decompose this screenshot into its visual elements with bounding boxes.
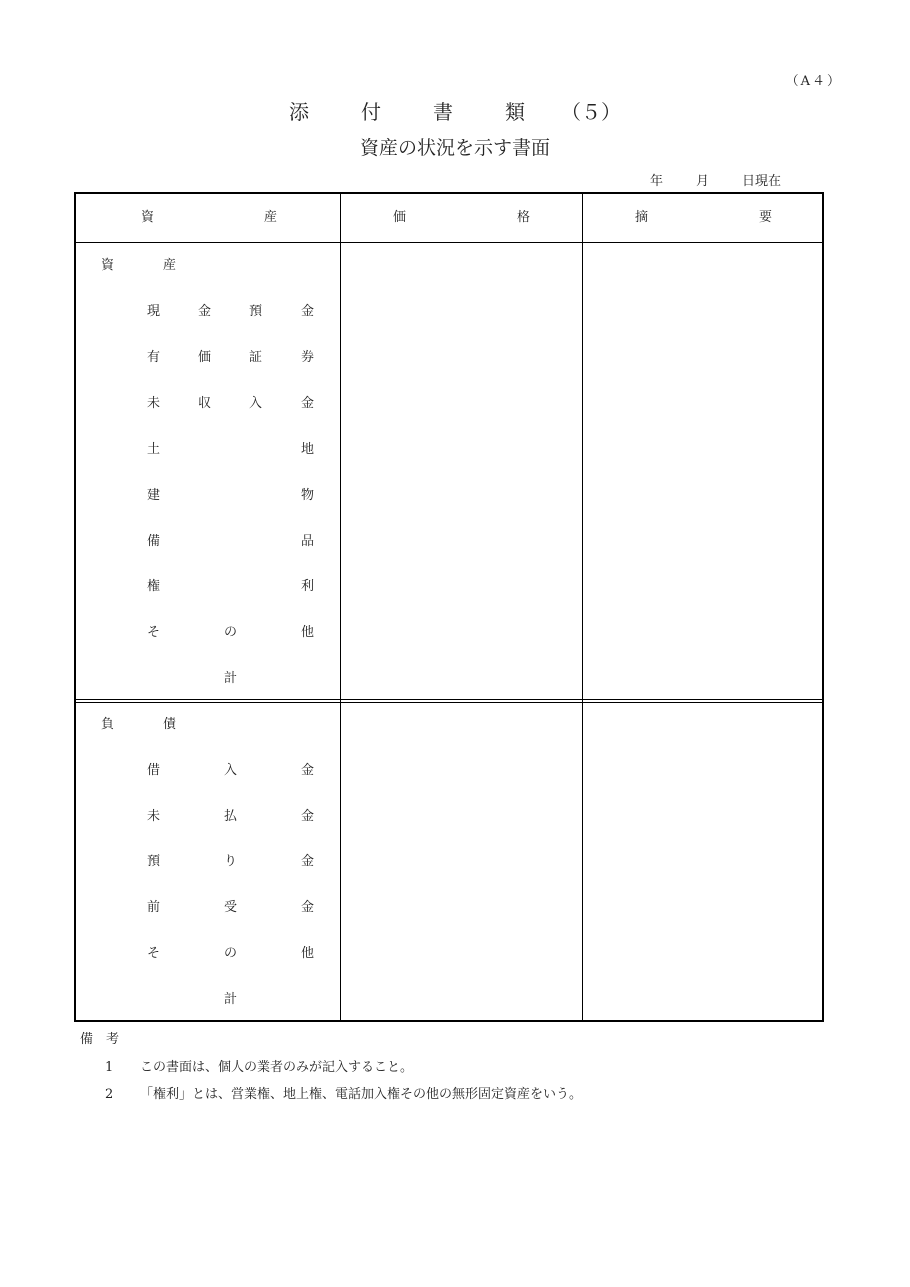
asset-item-char: 物 — [301, 488, 315, 503]
header-summary-char: 要 — [759, 210, 773, 225]
document-subtitle: 資産の状況を示す書面 — [359, 137, 550, 159]
liability-item-char: 受 — [224, 900, 238, 915]
title-char: 付 — [361, 100, 381, 124]
asset-item-char: 証 — [249, 350, 263, 365]
title-char: 書 — [433, 100, 453, 124]
asset-item-char: 金 — [301, 396, 315, 411]
note-text: 「権利」とは、営業権、地上権、電話加入権その他の無形固定資産をいう。 — [140, 1087, 583, 1102]
header-price-char: 格 — [517, 210, 531, 225]
liabilities-total-label: 計 — [224, 992, 238, 1007]
liability-item-char: そ — [147, 946, 161, 961]
header-asset-char: 資 — [141, 210, 155, 225]
asset-item-char: 建 — [147, 488, 161, 503]
asset-item-char: の — [224, 625, 238, 640]
notes-title: 備 考 — [80, 1032, 120, 1047]
asset-item-char: 金 — [301, 304, 315, 319]
year-label: 年 — [650, 174, 664, 189]
asset-item-char: 品 — [301, 534, 315, 549]
asset-item-char: 有 — [147, 350, 161, 365]
liability-item-char: 前 — [147, 900, 161, 915]
section-double-line — [76, 702, 822, 703]
asset-item-char: 収 — [198, 396, 212, 411]
as-of-date — [650, 170, 781, 189]
section-double-line — [76, 699, 822, 700]
title-char: 類 — [505, 100, 525, 124]
liability-item-char: り — [224, 854, 238, 869]
day-label: 日現在 — [742, 174, 782, 189]
title-char: （５） — [561, 100, 621, 124]
note-text: この書面は、個人の業者のみが記入すること。 — [140, 1060, 414, 1075]
asset-item-char: 入 — [249, 396, 263, 411]
liability-item-char: 金 — [301, 809, 315, 824]
asset-status-table — [74, 192, 824, 1022]
liability-item-char: 預 — [147, 854, 161, 869]
asset-item-char: 権 — [147, 579, 161, 594]
header-price-char: 価 — [393, 210, 407, 225]
liability-item-char: 入 — [224, 763, 238, 778]
month-label: 月 — [696, 174, 710, 189]
assets-section-char: 産 — [163, 258, 177, 273]
note-number: 1 — [105, 1060, 114, 1075]
asset-item-char: 券 — [301, 350, 315, 365]
note-number: 2 — [105, 1087, 114, 1102]
header-summary-char: 摘 — [635, 210, 649, 225]
column-divider — [582, 194, 583, 1020]
document-title — [0, 96, 910, 125]
liability-item-char: 払 — [224, 809, 238, 824]
title-char: 添 — [289, 100, 309, 124]
liability-item-char: 借 — [147, 763, 161, 778]
asset-item-char: 備 — [147, 534, 161, 549]
assets-total-label: 計 — [224, 671, 238, 686]
asset-item-char: 他 — [301, 625, 315, 640]
note-item — [105, 1083, 582, 1102]
liabilities-section-char: 負 — [101, 717, 115, 732]
liability-item-char: 他 — [301, 946, 315, 961]
asset-item-char: そ — [147, 625, 161, 640]
page-size-label: （A４） — [785, 74, 842, 89]
liability-item-char: 金 — [301, 900, 315, 915]
asset-item-char: 現 — [147, 304, 161, 319]
asset-item-char: 金 — [198, 304, 212, 319]
liability-item-char: 未 — [147, 809, 161, 824]
liability-item-char: 金 — [301, 763, 315, 778]
liability-item-char: の — [224, 946, 238, 961]
asset-item-char: 預 — [249, 304, 263, 319]
liability-item-char: 金 — [301, 854, 315, 869]
column-divider — [340, 194, 341, 1020]
note-item — [105, 1056, 413, 1075]
header-asset-char: 産 — [264, 210, 278, 225]
asset-item-char: 未 — [147, 396, 161, 411]
assets-section-char: 資 — [101, 258, 115, 273]
asset-item-char: 利 — [301, 579, 315, 594]
asset-item-char: 価 — [198, 350, 212, 365]
liabilities-section-char: 債 — [163, 717, 177, 732]
header-divider — [76, 242, 822, 243]
asset-item-char: 土 — [147, 442, 161, 457]
asset-item-char: 地 — [301, 442, 315, 457]
